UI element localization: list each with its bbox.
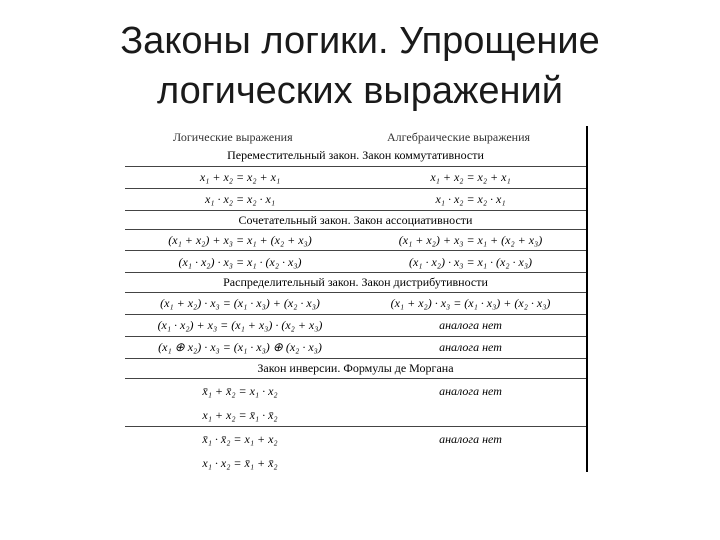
row-divider xyxy=(125,314,586,315)
row-divider xyxy=(125,229,586,230)
table-right-border xyxy=(586,126,588,472)
formula-left: x₁ · x₂ = x₂ · x₁ xyxy=(204,192,276,206)
formula-left: (x₁ + x₂) · x₃ = (x₁ · x₃) + (x₂ · x₃) xyxy=(160,296,320,310)
row-divider xyxy=(125,336,586,337)
formula-left: x̄₁ · x̄₂ = x₁ + x₂ xyxy=(202,432,278,446)
formula-right: аналога нет xyxy=(439,318,502,332)
formula-left: (x₁ ⊕ x₂) · x₃ = (x₁ · x₃) ⊕ (x₂ · x₃) xyxy=(158,340,322,354)
formula-right: аналога нет xyxy=(439,432,502,446)
formula-left: (x₁ + x₂) + x₃ = x₁ + (x₂ + x₃) xyxy=(168,233,312,247)
title-line-1: Законы логики. Упрощение xyxy=(120,20,600,62)
formula-right: x₁ · x₂ = x₂ · x₁ xyxy=(435,192,506,206)
laws-table xyxy=(125,126,588,472)
formula-left: x₁ · x₂ = x̄₁ + x̄₂ xyxy=(202,456,278,470)
row-divider xyxy=(125,272,586,273)
row-divider xyxy=(125,292,586,293)
formula-right: (x₁ + x₂) · x₃ = (x₁ · x₃) + (x₂ · x₃) xyxy=(390,296,551,310)
formula-right: (x₁ + x₂) + x₃ = x₁ + (x₂ + x₃) xyxy=(398,233,543,247)
row-divider xyxy=(125,250,586,251)
section-title: Сочетательный закон. Закон ассоциативности xyxy=(238,213,473,227)
formula-left: x₁ + x₂ = x̄₁ · x̄₂ xyxy=(202,408,278,422)
row-divider xyxy=(125,210,586,211)
section-title: Переместительный закон. Закон коммутативности xyxy=(227,148,484,162)
row-divider xyxy=(125,166,586,167)
row-divider xyxy=(125,358,586,359)
formula-left: x₁ + x₂ = x₂ + x₁ xyxy=(199,170,281,184)
row-divider xyxy=(125,426,586,427)
row-divider xyxy=(125,188,586,189)
section-title: Закон инверсии. Формулы де Моргана xyxy=(257,361,454,375)
formula-right: аналога нет xyxy=(439,340,502,354)
row-divider xyxy=(125,378,586,379)
formula-right: (x₁ · x₂) · x₃ = x₁ · (x₂ · x₃) xyxy=(408,255,533,269)
section-title: Распределительный закон. Закон дистрибутивности xyxy=(223,275,488,289)
formula-left: x̄₁ + x̄₂ = x₁ · x₂ xyxy=(202,384,278,398)
header-algebraic: Алгебраические выражения xyxy=(387,130,531,144)
slide-title xyxy=(0,16,720,116)
formula-right: x₁ + x₂ = x₂ + x₁ xyxy=(430,170,511,184)
formula-left: (x₁ · x₂) · x₃ = x₁ · (x₂ · x₃) xyxy=(178,255,302,269)
formula-right: аналога нет xyxy=(439,384,502,398)
header-logical: Логические выражения xyxy=(173,130,293,144)
title-line-2: логических выражений xyxy=(157,70,563,112)
formula-left: (x₁ · x₂) + x₃ = (x₁ + x₃) · (x₂ + x₃) xyxy=(157,318,323,332)
